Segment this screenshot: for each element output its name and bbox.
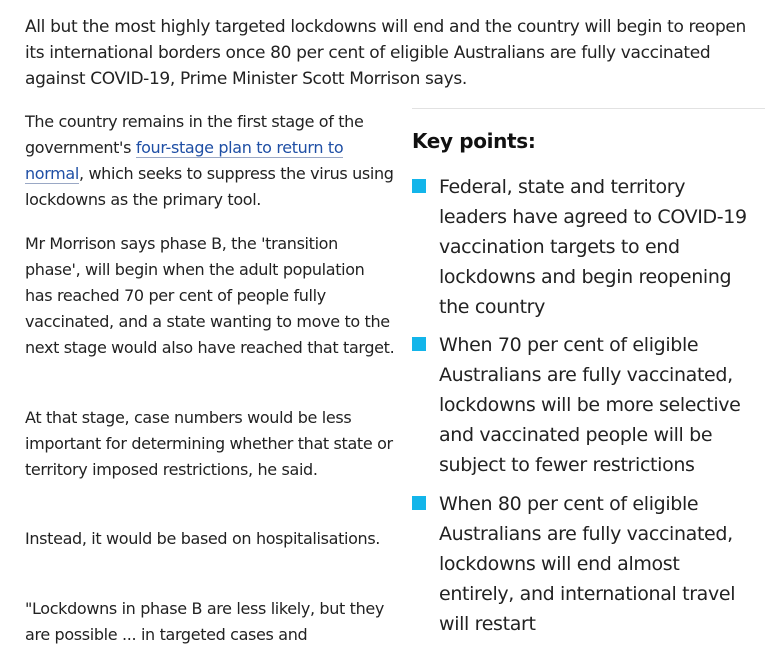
key-points-divider <box>412 108 765 109</box>
paragraph-1-text-before: The country remains in the first stage of the government's <box>25 112 364 157</box>
four-stage-plan-link[interactable]: four-stage plan to return to normal <box>25 138 344 183</box>
article-paragraph-2: Mr Morrison says phase B, the 'transition phase', will begin when the adult population has reached 70 per cent of people fully vaccinated, and a state wanting to move to the next stage would also have reached that target. <box>25 234 395 357</box>
key-point-text: Federal, state and territory leaders have agreed to COVID-19 vaccination targets to end lockdowns and begin reopening the country <box>439 176 747 318</box>
key-point-text: When 70 per cent of eligible Australians are fully vaccinated, lockdowns will be more selective and vaccinated people will be subject to fewer restrictions <box>439 334 741 476</box>
square-bullet-icon <box>412 496 426 510</box>
article-paragraph-1 <box>25 109 395 213</box>
article-paragraph-5: "Lockdowns in phase B are less likely, but they are possible ... in targeted cases and <box>25 599 384 644</box>
article-paragraph-3: At that stage, case numbers would be less important for determining whether that state or territory imposed restrictions, he said. <box>25 408 393 479</box>
square-bullet-icon <box>412 179 426 193</box>
square-bullet-icon <box>412 337 426 351</box>
key-points-title: Key points: <box>412 129 536 153</box>
key-point-text: When 80 per cent of eligible Australians are fully vaccinated, lockdowns will end almost entirely, and international travel will restart <box>439 493 736 635</box>
article-lead: All but the most highly targeted lockdowns will end and the country will begin to reopen its international borders once 80 per cent of eligible Australians are fully vaccinated against COVID-19, Prime Minister Scott Morrison says. <box>25 17 746 89</box>
article-paragraph-4: Instead, it would be based on hospitalisations. <box>25 529 381 548</box>
paragraph-1-text-after: , which seeks to suppress the virus using lockdowns as the primary tool. <box>25 164 394 209</box>
